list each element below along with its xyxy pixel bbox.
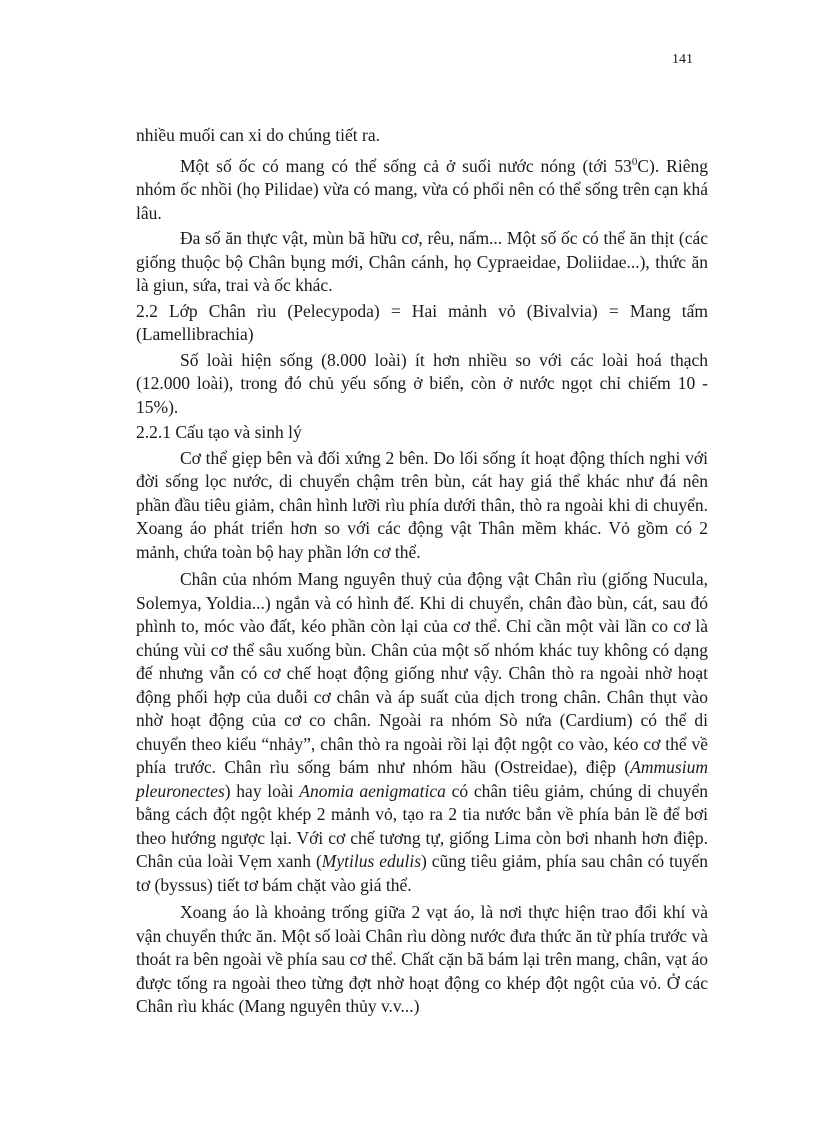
paragraph-diet: Đa số ăn thực vật, mùn bã hữu cơ, rêu, nấm... Một số ốc có thể ăn thịt (các giống thuộc bộ Chân bụng mới, Chân cánh, họ Cypraeidae, Doliidae...), thức ăn là giun, sứa, trai và ốc khác. <box>136 228 708 295</box>
species-name-italic: Ammusium pleuronectes <box>136 757 708 801</box>
paragraph-species-count: Số loài hiện sống (8.000 loài) ít hơn nhiều so với các loài hoá thạch (12.000 loài), trong đó chủ yếu sống ở biển, còn ở nước ngọt chỉ chiếm 10 - 15%). <box>136 349 708 417</box>
text-run: ) hay loài <box>224 780 300 801</box>
text-run: C). Riêng nhóm ốc nhồi (họ Pilidae) vừa có mang, vừa có phổi nên có thể sống trên cạn khá lâu. <box>136 155 709 223</box>
paragraph-foot <box>136 568 708 897</box>
paragraph-snails-gills <box>136 155 708 226</box>
text-run: ) cũng tiêu giảm, phía sau chân có tuyến tơ (byssus) tiết tơ bám chặt vào giá thể. <box>136 851 708 895</box>
text-run: Chân của nhóm Mang nguyên thuỷ của động vật Chân rìu (giống Nucula, Solemya, Yoldia...) ngắn và có hình đế. Khi di chuyển, chân đào bùn, cát, sau đó phình to, móc vào đất, kéo phần còn lại của cơ thể. Chỉ cần một vài lần co cơ là chúng vùi cơ thể sâu xuống bùn. Chân của một số nhóm khác tuy không có dạng đế nhưng vẫn có cơ chế hoạt động giống như vậy. Chân thò ra ngoài nhờ hoạt động phối hợp của duỗi cơ chân và áp suất của dịch trong chân. Chân thụt vào nhờ hoạt động của cơ co chân. Ngoài ra nhóm Sò nứa (Cardium) có thể di chuyển theo kiểu “nhảy”, chân thò ra ngoài rồi lại đột ngột co vào, kéo cơ thể về phía trước. Chân rìu sống bám như nhóm hầu (Ostreidae), điệp ( <box>136 569 708 777</box>
section-heading-2-2: 2.2 Lớp Chân rìu (Pelecypoda) = Hai mảnh vỏ (Bivalvia) = Mang tấm (Lamellibrachia) <box>136 300 708 344</box>
paragraph-mantle-cavity: Xoang áo là khoảng trống giữa 2 vạt áo, là nơi thực hiện trao đổi khí và vận chuyển thức ăn. Một số loài Chân rìu dòng nước đưa thức ăn từ phía trước và thoát ra bên ngoài về phía sau cơ thể. Chất cặn bã bám lại trên mang, chân, vạt áo được tống ra ngoài theo từng đợt nhờ hoạt động co khép đột ngột của vỏ. Ở các Chân rìu khác (Mang nguyên thủy v.v...) <box>136 902 708 1016</box>
paragraph-body-structure: Cơ thể giẹp bên và đối xứng 2 bên. Do lối sống ít hoạt động thích nghi với đời sống lọc nước, di chuyển chậm trên bùn, cát hay giá thể khác như đá nên phần đầu tiêu giảm, chân hình lưỡi rìu phía dưới thân, thò ra ngoài khi di chuyển. Xoang áo phát triển hơn so với các động vật Thân mềm khác. Vỏ gồm có 2 mảnh, chứa toàn bộ hay phần lớn cơ thể. <box>136 447 708 562</box>
page-body <box>136 124 708 1026</box>
species-name-italic: Anomia aenigmatica <box>299 780 446 801</box>
superscript-degree: 0 <box>631 155 638 168</box>
species-name-italic: Mytilus edulis <box>321 851 422 871</box>
text-run: có chân tiêu giảm, chúng di chuyển bằng cách đột ngột khép 2 mảnh vỏ, tạo ra 2 tia nước bắn về phía bản lề để bơi theo hướng ngược lại. Với cơ chế tương tự, giống Lima còn bơi nhanh hơn điệp. Chân của loài Vẹm xanh ( <box>136 780 708 871</box>
section-heading-2-2-1: 2.2.1 Cấu tạo và sinh lý <box>136 422 302 442</box>
page-number: 141 <box>672 52 693 67</box>
text-run: Một số ốc có mang có thể sống cả ở suối nước nóng (tới 53 <box>180 155 632 176</box>
paragraph-continuation: nhiều muối can xi do chúng tiết ra. <box>136 125 380 145</box>
